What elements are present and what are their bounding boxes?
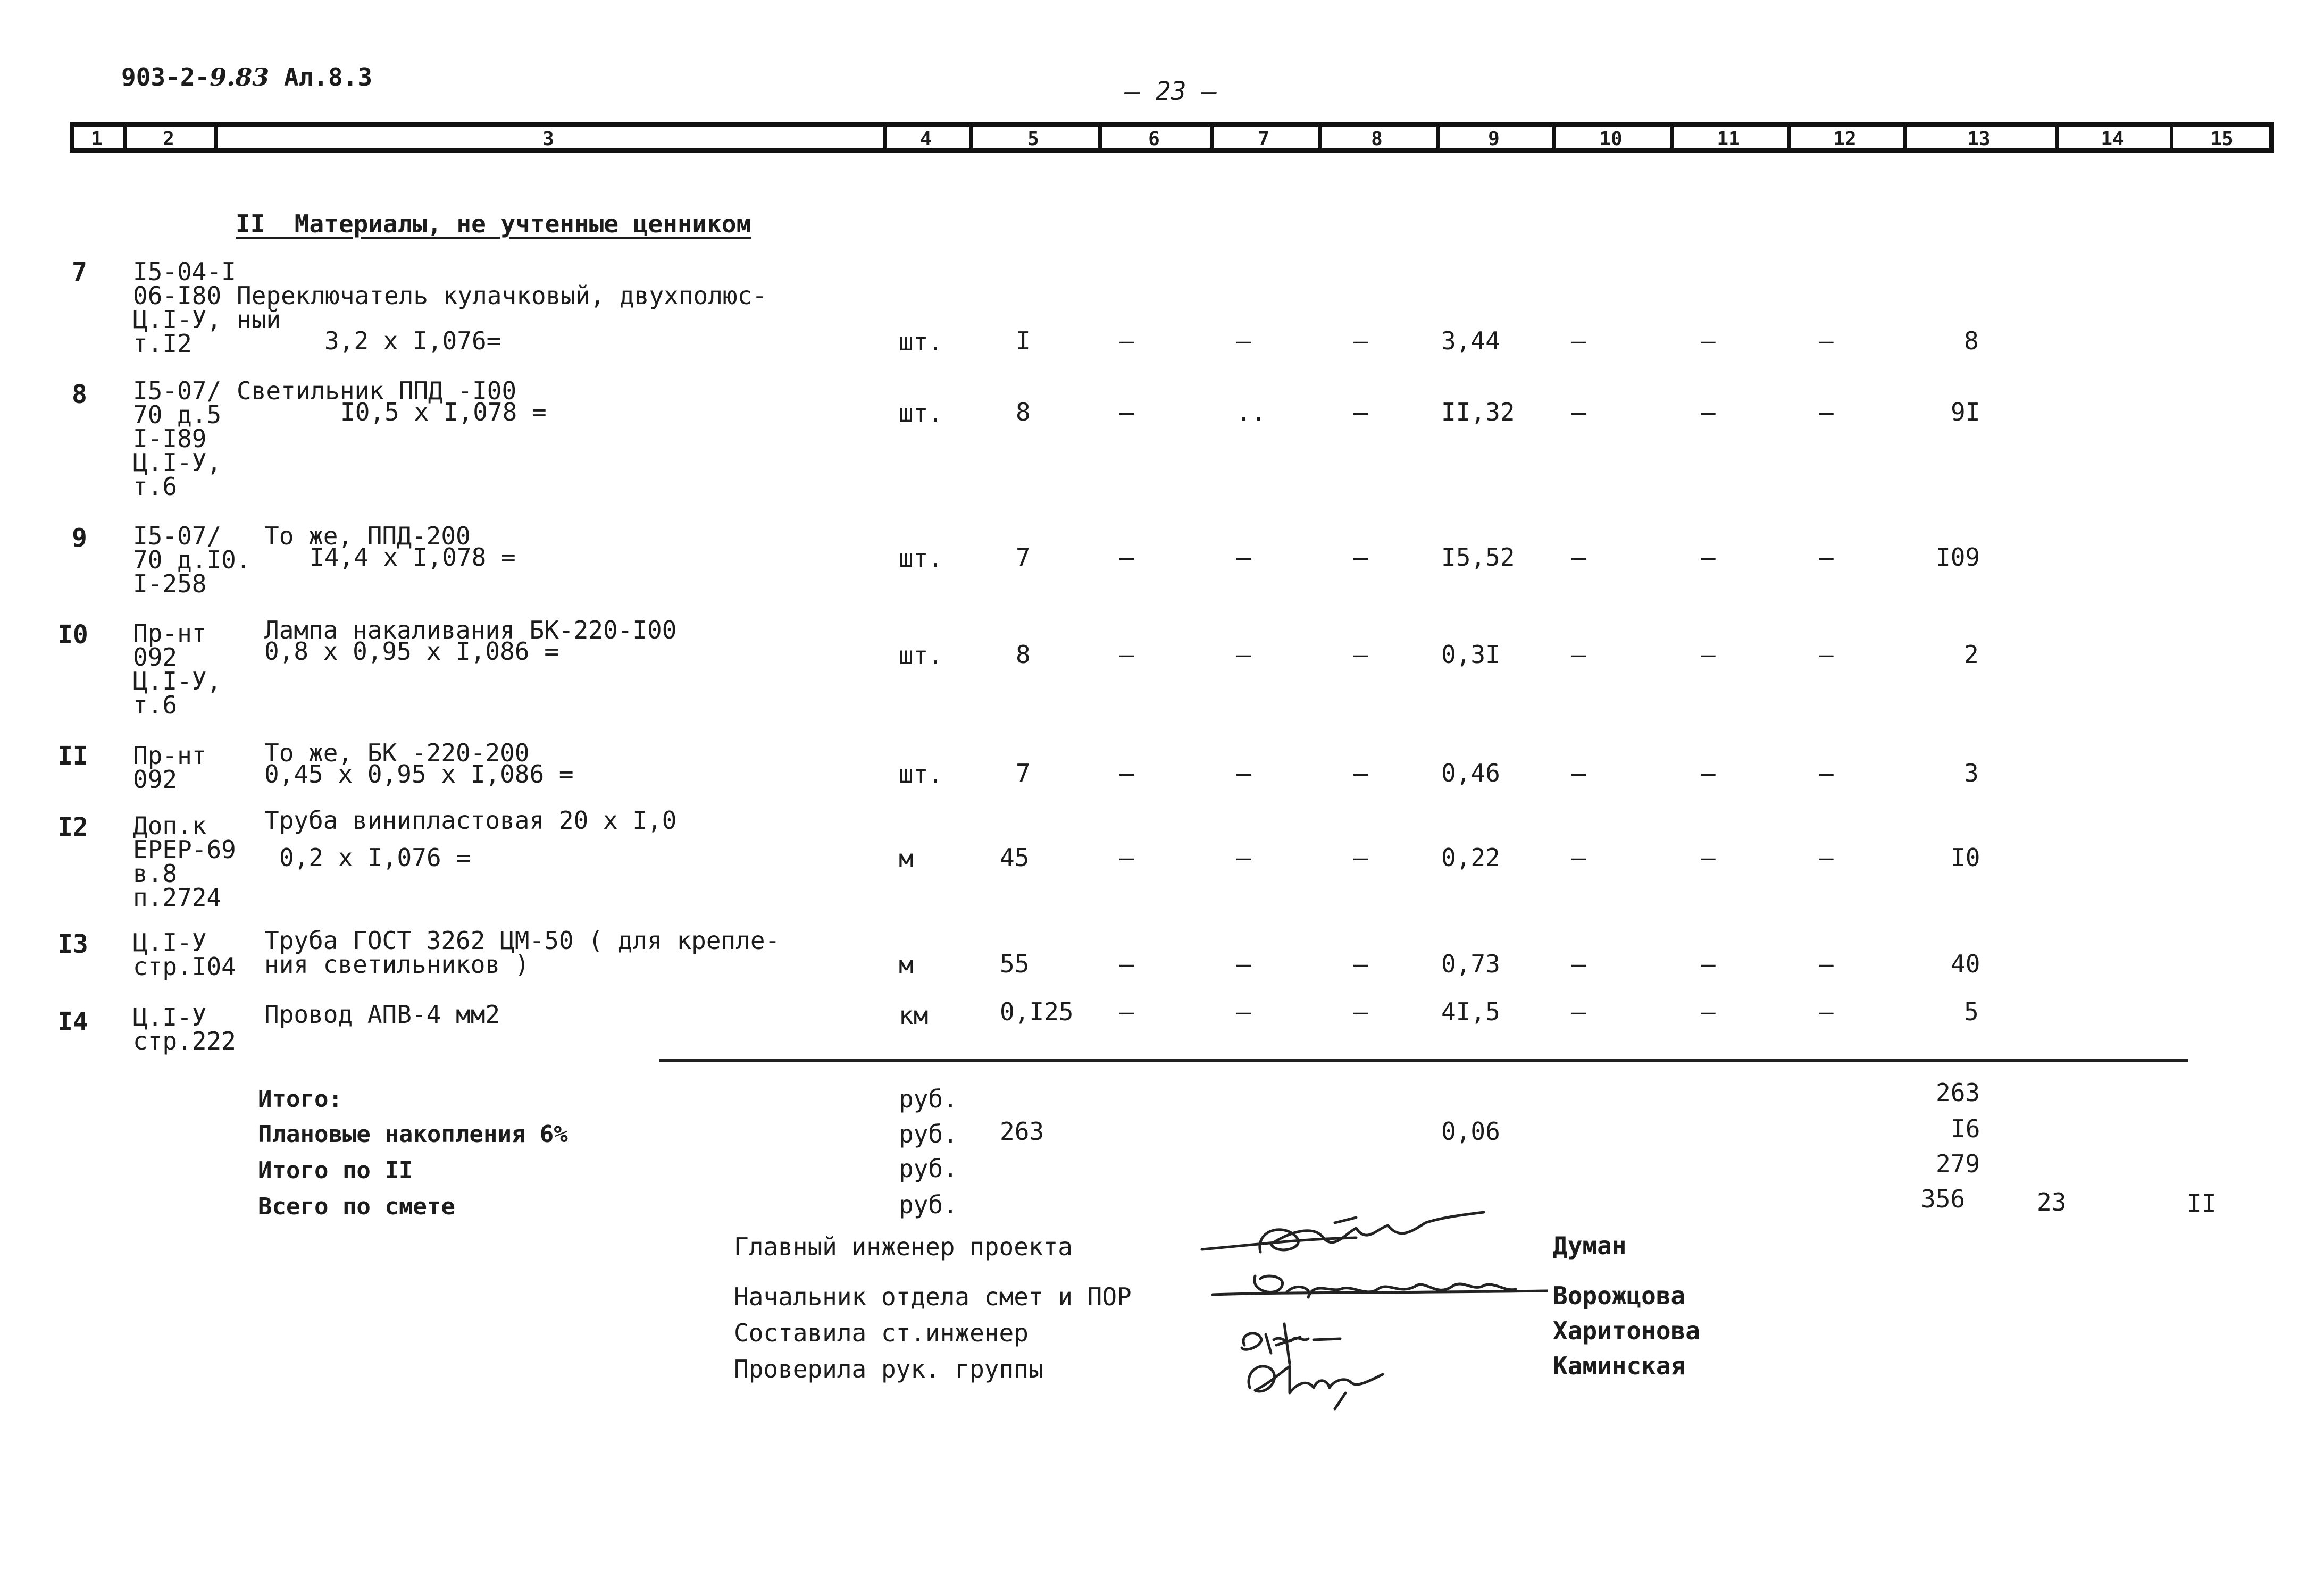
row-col10: –	[1571, 759, 1586, 787]
row-col11: –	[1701, 640, 1716, 669]
row-col6: –	[1119, 398, 1134, 426]
row-col10: –	[1571, 997, 1586, 1026]
col-header-15: 15	[2210, 128, 2234, 150]
row-col8: –	[1353, 543, 1368, 572]
row-ref: Пр-нт	[133, 619, 207, 648]
row-ref: Ц.I-У	[133, 1003, 207, 1031]
row-col12: –	[1819, 543, 1834, 572]
row-col7: –	[1236, 843, 1251, 872]
row-col11: –	[1701, 326, 1716, 355]
row-col9: 0,73	[1441, 950, 1500, 978]
col-header-9: 9	[1488, 128, 1500, 150]
row-col10: –	[1571, 543, 1586, 572]
col-header-5: 5	[1027, 128, 1039, 150]
row-col11: –	[1701, 997, 1716, 1026]
row-col7: –	[1236, 640, 1251, 669]
col-header-6: 6	[1148, 128, 1160, 150]
row-col8: –	[1353, 950, 1368, 978]
col-header-11: 11	[1717, 128, 1740, 150]
row-ref: т.I2	[133, 329, 192, 358]
row-col6: –	[1119, 997, 1134, 1026]
row-ref: I5-07/	[133, 376, 222, 405]
row-unit: м	[899, 844, 914, 873]
row-col11: –	[1701, 950, 1716, 978]
signatory-role: Начальник отдела смет и ПОР	[734, 1282, 1132, 1311]
total-unit: руб.	[899, 1120, 958, 1148]
row-col13: 9I	[1951, 398, 1980, 426]
row-unit: шт.	[899, 328, 943, 356]
row-col10: –	[1571, 398, 1586, 426]
total-unit: руб.	[899, 1085, 958, 1113]
row-unit: шт.	[899, 399, 943, 427]
row-ref: ЕРЕР-69	[133, 835, 236, 864]
row-formula: I0,5 х I,078 =	[340, 398, 547, 426]
row-description: То же, БК -220-200	[264, 738, 530, 767]
row-ref: I-258	[133, 569, 207, 598]
row-col7: –	[1236, 759, 1251, 787]
row-number: I2	[57, 812, 88, 842]
row-number: I0	[57, 620, 88, 650]
row-description: Труба винипластовая 20 х I,0	[264, 806, 677, 835]
row-qty: 55	[1000, 950, 1030, 978]
row-col9: 0,22	[1441, 843, 1500, 872]
row-formula: 0,45 х 0,95 х I,086 =	[264, 760, 574, 788]
row-col12: –	[1819, 759, 1834, 787]
row-col13: 3	[1964, 759, 1979, 787]
row-col9: II,32	[1441, 398, 1515, 426]
row-col13: 2	[1964, 640, 1979, 669]
row-ref: 70 д.I0.	[133, 545, 251, 574]
row-col12: –	[1819, 997, 1834, 1026]
row-unit: шт.	[899, 544, 943, 573]
signatory-role: Составила ст.инженер	[734, 1319, 1029, 1347]
row-col6: –	[1119, 843, 1134, 872]
row-ref: I-I89	[133, 424, 207, 453]
row-description: ный	[237, 305, 281, 334]
row-col9: 0,46	[1441, 759, 1500, 787]
row-unit: м	[899, 951, 914, 979]
row-col13: 8	[1964, 326, 1979, 355]
row-ref: в.8	[133, 859, 178, 888]
row-col8: –	[1353, 398, 1368, 426]
section-title: II Материалы, не учтенные ценником	[236, 209, 751, 238]
row-description: Лампа накаливания БК-220-I00	[264, 616, 677, 644]
row-description: Труба ГОСТ 3262 ЦМ-50 ( для крепле-	[264, 926, 780, 955]
row-col12: –	[1819, 843, 1834, 872]
row-col8: –	[1353, 759, 1368, 787]
row-col8: –	[1353, 843, 1368, 872]
row-number: 8	[72, 380, 87, 409]
row-col12: –	[1819, 640, 1834, 669]
row-ref: 092	[133, 643, 178, 671]
row-ref: Доп.к	[133, 811, 207, 840]
row-col6: –	[1119, 759, 1134, 787]
row-col11: –	[1701, 759, 1716, 787]
total-unit: руб.	[899, 1154, 958, 1183]
total-col5: 263	[1000, 1117, 1044, 1146]
row-col9: 3,44	[1441, 326, 1500, 355]
total-col13: 263	[1936, 1078, 1980, 1107]
row-description: То же, ППД-200	[264, 522, 471, 550]
row-col7: –	[1236, 950, 1251, 978]
signatory-name: Каминская	[1553, 1351, 1686, 1380]
row-ref: 70 д.5	[133, 400, 222, 429]
row-ref: п.2724	[133, 883, 222, 912]
column-number-header	[70, 122, 2274, 153]
row-col10: –	[1571, 843, 1586, 872]
col-header-7: 7	[1258, 128, 1269, 150]
signature-4	[1239, 1350, 1409, 1414]
row-qty: 8	[1016, 640, 1031, 669]
signatory-role: Проверила рук. группы	[734, 1355, 1043, 1383]
col-header-12: 12	[1833, 128, 1857, 150]
col-header-2: 2	[163, 128, 174, 150]
row-col9: 0,3I	[1441, 640, 1500, 669]
row-formula: 0,8 х 0,95 х I,086 =	[264, 637, 559, 666]
row-col10: –	[1571, 326, 1586, 355]
row-number: I4	[57, 1007, 88, 1037]
row-unit: км	[899, 1001, 929, 1030]
row-number: 9	[72, 523, 87, 553]
row-col8: –	[1353, 997, 1368, 1026]
row-ref: т.6	[133, 472, 178, 501]
row-unit: шт.	[899, 760, 943, 788]
row-description: ния светильников )	[264, 950, 530, 979]
row-qty: 45	[1000, 843, 1030, 872]
row-formula: I4,4 х I,078 =	[310, 543, 516, 572]
total-col14: 23	[2037, 1188, 2067, 1216]
col-header-14: 14	[2101, 128, 2124, 150]
row-ref: Пр-нт	[133, 741, 207, 770]
row-ref: 092	[133, 765, 178, 794]
row-qty: 0,I25	[1000, 997, 1074, 1026]
row-ref: Ц.I-У,	[133, 305, 222, 334]
row-col13: 5	[1964, 997, 1979, 1026]
row-formula: 3,2 х I,076=	[324, 326, 501, 355]
row-description: Провод АПВ-4 мм2	[264, 1000, 500, 1029]
row-col11: –	[1701, 543, 1716, 572]
row-col10: –	[1571, 950, 1586, 978]
row-number: 7	[72, 257, 87, 287]
row-qty: I	[1016, 326, 1031, 355]
row-col13: I09	[1936, 543, 1980, 572]
row-col11: –	[1701, 398, 1716, 426]
row-description: Переключатель кулачковый, двухполюс-	[237, 281, 767, 310]
row-description: Светильник ППД -I00	[237, 376, 517, 405]
row-col12: –	[1819, 398, 1834, 426]
row-qty: 7	[1016, 759, 1031, 787]
total-col13: I6	[1951, 1114, 1980, 1143]
row-ref: I5-04-I	[133, 257, 236, 286]
row-col6: –	[1119, 950, 1134, 978]
total-col13: 356	[1921, 1185, 1966, 1213]
row-col12: –	[1819, 950, 1834, 978]
row-formula: 0,2 х I,076 =	[279, 843, 471, 872]
total-label: Итого:	[258, 1086, 342, 1113]
row-col6: –	[1119, 326, 1134, 355]
row-col10: –	[1571, 640, 1586, 669]
row-col7: –	[1236, 326, 1251, 355]
row-ref: стр.222	[133, 1027, 236, 1055]
row-number: II	[57, 741, 88, 771]
signatory-name: Харитонова	[1553, 1316, 1700, 1345]
total-label: Плановые накопления 6%	[258, 1121, 568, 1148]
total-label: Всего по смете	[258, 1193, 455, 1220]
totals-divider	[659, 1059, 2188, 1062]
row-qty: 7	[1016, 543, 1031, 572]
row-col8: –	[1353, 326, 1368, 355]
total-col13: 279	[1936, 1149, 1980, 1178]
row-ref: Ц.I-У	[133, 928, 207, 957]
signatory-role: Главный инженер проекта	[734, 1232, 1073, 1261]
total-col15: II	[2187, 1189, 2217, 1218]
col-header-13: 13	[1967, 128, 1991, 150]
row-col7: ..	[1236, 398, 1266, 426]
total-label: Итого по II	[258, 1157, 413, 1184]
row-ref: Ц.I-У,	[133, 667, 222, 695]
row-number: I3	[57, 929, 88, 959]
row-ref: стр.I04	[133, 952, 236, 981]
signatory-name: Думан	[1553, 1231, 1627, 1260]
total-unit: руб.	[899, 1190, 958, 1219]
row-qty: 8	[1016, 398, 1031, 426]
col-header-3: 3	[542, 128, 554, 150]
row-ref: I5-07/	[133, 522, 222, 550]
document-code: 903-2-9.83 Ал.8.3	[121, 63, 373, 91]
row-col12: –	[1819, 326, 1834, 355]
row-col13: 40	[1951, 950, 1980, 978]
row-col6: –	[1119, 640, 1134, 669]
page-number: — 23 —	[1125, 77, 1217, 106]
col-header-1: 1	[91, 128, 103, 150]
row-col9: 4I,5	[1441, 997, 1500, 1026]
row-col7: –	[1236, 997, 1251, 1026]
signature-2	[1207, 1260, 1548, 1319]
row-col6: –	[1119, 543, 1134, 572]
row-ref: т.6	[133, 691, 178, 719]
row-unit: шт.	[899, 641, 943, 670]
row-col13: I0	[1951, 843, 1980, 872]
row-ref: Ц.I-У,	[133, 448, 222, 477]
row-col11: –	[1701, 843, 1716, 872]
col-header-8: 8	[1371, 128, 1383, 150]
col-header-4: 4	[920, 128, 932, 150]
row-col8: –	[1353, 640, 1368, 669]
row-col7: –	[1236, 543, 1251, 572]
col-header-10: 10	[1599, 128, 1623, 150]
row-ref: 06-I80	[133, 281, 222, 310]
signatory-name: Ворожцова	[1553, 1281, 1686, 1310]
row-col9: I5,52	[1441, 543, 1515, 572]
total-col9: 0,06	[1441, 1117, 1500, 1146]
